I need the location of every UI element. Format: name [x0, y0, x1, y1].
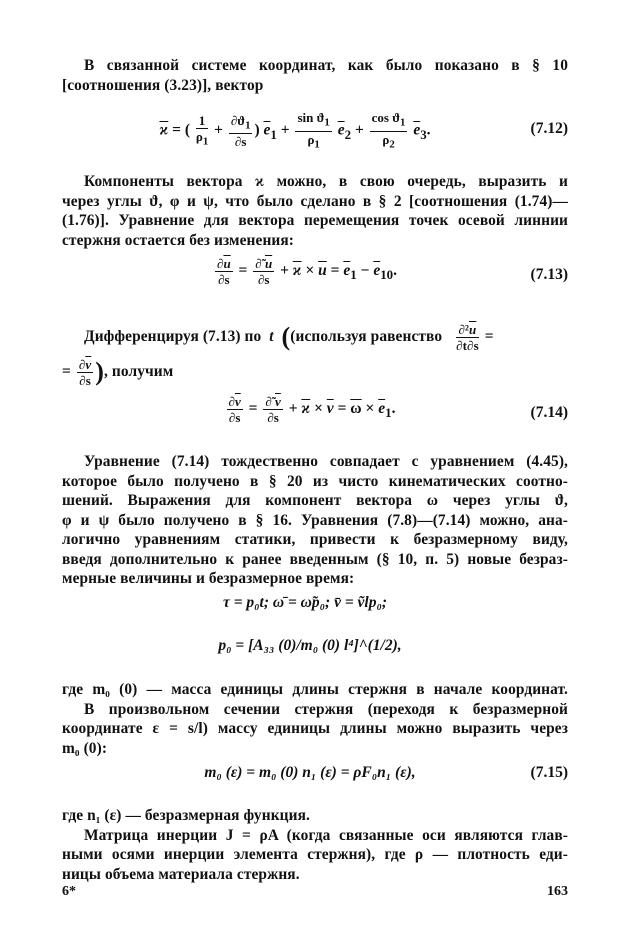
text-line: мерные величины и безразмерное время:: [62, 570, 355, 587]
text-line: которое было получено в § 20 из чисто кинематических соотно-: [62, 472, 568, 490]
text-line: m₀ (0):: [62, 739, 108, 757]
paragraph-5: [62, 680, 568, 758]
text-line: координате ε = s/l) массу единицы длины можно выразить через: [62, 720, 568, 737]
equation-body: $\frac{\partial\overline{u}}{\partial s}$ = $\frac{\partial̃ \overline{u}}{\partial s}$ + $\overline{ϰ} \times \overline{u} = \overline{e}_1 - \overline{e}_{10}$.: [217, 256, 397, 287]
text-line: Компоненты вектора ϰ можно, в свою очередь, выразить и: [84, 173, 568, 190]
equation-7-15: [62, 764, 568, 788]
text-run: (используя равенство: [290, 328, 443, 346]
text-line: ницы объема материала стержня.: [62, 865, 300, 883]
paragraph-6: [62, 806, 568, 884]
signature-mark: 6*: [62, 884, 76, 899]
text-run: , получим: [104, 363, 174, 381]
equation-body: m₀ (ε) = m₀ (0) n₁ (ε) = ρF₀n₁ (ε),: [204, 764, 416, 781]
text-line: Уравнение (7.14) тождественно совпадает с уравнением (4.45),: [84, 453, 568, 470]
paragraph-4: [62, 452, 568, 589]
text-line: где n₁ (ε) — безразмерная функция.: [62, 807, 310, 824]
equation-number: (7.15): [530, 764, 568, 781]
text-line: [соотношения (3.23)], вектор: [62, 76, 264, 94]
text-line: Матрица инерции J = ρA (когда связанные оси являются глав-: [84, 826, 568, 844]
text-line: φ и ψ было получено в § 16. Уравнения (7.8)—(7.14) можно, ана-: [62, 511, 568, 529]
equation-dimensionless-variables: [62, 594, 568, 618]
paragraph-2: [62, 172, 568, 250]
paragraph-1: [62, 56, 568, 95]
equation-body: τ = p₀t; ω̄ = ω̃p₀; v̄ = ṽlp₀;: [222, 594, 388, 611]
equation-number: (7.12): [530, 120, 568, 137]
equation-7-12: [62, 110, 568, 150]
page-number: 163: [547, 884, 568, 899]
equation-7-14: [62, 394, 568, 434]
text-line: (1.76)]. Уравнение для вектора перемещения точек осевой линнии: [62, 212, 568, 229]
equation-body: $\frac{\partial\overline{v}}{\partial s}$ = $\frac{\partial̃ \overline{v}}{\partial s}$ + $\overline{ϰ} \times \overline{v} = \overline{\omega} \times \overline{e}_1$.: [228, 394, 396, 425]
text-line: логично уравнениям статики, привести к безразмерному виду,: [62, 531, 568, 548]
paragraph-3: Дифференцируя (7.13) по t ((используя равенство $\frac{\partial^2\overline{u}}{\partial t\partial s}$ = = $\frac{\partial\overline{v}}{\partial s}$ ), получим: [62, 322, 494, 388]
text-line: В произвольном сечении стержня (переходя к безразмерной: [84, 700, 568, 718]
text-line: шений. Выражения для компонент вектора ω через углы ϑ,: [62, 492, 568, 509]
equation-p0: [62, 637, 568, 661]
text-line: ными осями инерции элемента стержня), где ρ — плотность еди-: [62, 846, 568, 863]
equation-body: $\overline{ϰ}$ = ( $\frac{1}{\rho_1}$ + $\frac{\partial ϑ_1}{\partial s}$ ) $\overline{e}_1$ + $\frac{\sin ϑ_1}{\rho_1}$ $\overline{e}_2$ + $\frac{\cos ϑ_1}{\rho_2}$ $\overline{e}_3$.: [159, 110, 431, 151]
equation-body: p₀ = [A₃₃ (0)/m₀ (0) l⁴]^(1/2),: [218, 637, 402, 654]
text-line: стержня остается без изменения:: [62, 231, 295, 249]
equation-number: (7.14): [530, 404, 568, 421]
text-line: через углы ϑ, φ и ψ, что было сделано в § 2 [соотношения (1.74)—: [62, 192, 568, 210]
equation-number: (7.13): [530, 266, 568, 283]
text-line: введя дополнительно к ранее введенным (§ 10, п. 5) новые безраз-: [62, 550, 568, 568]
equation-7-13: [62, 256, 568, 296]
text-line: где m₀ (0) — масса единицы длины стержня в начале координат.: [62, 681, 568, 698]
text-line: В связанной системе координат, как было показано в § 10: [84, 57, 568, 74]
text-run: Дифференцируя (7.13) по: [84, 328, 262, 346]
